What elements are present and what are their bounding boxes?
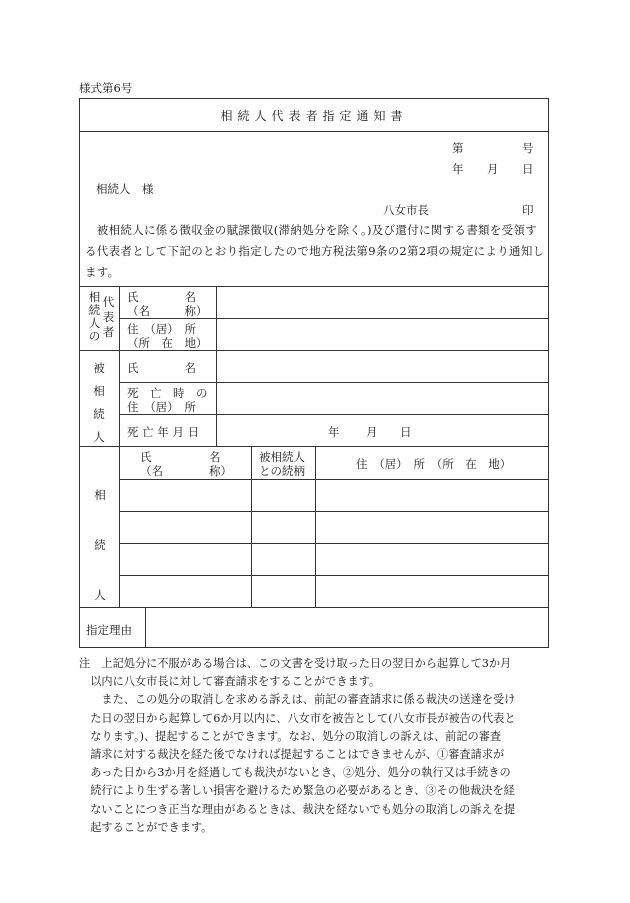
reason-label-column-line xyxy=(145,607,146,648)
body-text-line: 被相続人に係る徴収金の賦課徴収(滞納処分を除く。)及び還付に関する書類を受領す xyxy=(85,223,537,237)
death-date-day: 日 xyxy=(400,425,412,439)
deceased-address-label: 死 亡 時 の xyxy=(127,386,208,400)
heirs-relation-header: 被相続人 xyxy=(259,450,305,464)
heirs-row1-divider xyxy=(119,511,549,512)
death-date-year: 年 xyxy=(328,425,340,439)
heirs-bottom-divider xyxy=(79,607,549,608)
header-divider xyxy=(79,286,549,287)
title-divider xyxy=(79,131,549,132)
rep-group-char: 相 xyxy=(88,290,101,304)
death-date-label: 死 亡 年 月 日 xyxy=(127,425,200,439)
date-day: 日 xyxy=(522,162,534,176)
deceased-group-label xyxy=(92,357,106,449)
notes-section xyxy=(79,655,549,837)
document-title: 相続人代表者指定通知書 xyxy=(220,109,408,123)
heirs-row3-divider xyxy=(119,575,549,576)
rep-group-char: 代 xyxy=(102,295,115,309)
deceased-address-label-sub: 住 （居） 所 xyxy=(127,400,196,414)
note-line: 起することができます。 xyxy=(79,820,213,834)
group-label-column-line xyxy=(119,286,120,607)
note-line: た日の翌日から起算して6か月以内に、八女市を被告として(八女市長が被告の代表と xyxy=(79,711,516,725)
heirs-group-char: 相 xyxy=(94,488,106,502)
deceased-group-char: 続 xyxy=(93,407,105,421)
deceased-row1-divider xyxy=(119,382,549,383)
rep-group-label-col2 xyxy=(102,295,115,340)
form-number: 様式第6号 xyxy=(79,81,133,95)
deceased-group-char: 人 xyxy=(93,430,105,444)
field-label-column-line xyxy=(216,286,217,446)
note-line: 続行により生ずる著しい損害を避けるため緊急の必要があるとき、③その他裁決を経 xyxy=(79,784,515,798)
deceased-bottom-divider xyxy=(79,446,549,447)
heirs-row2-divider xyxy=(119,543,549,544)
note-line: ないことにつき正当な理由があるときは、裁決を経ないでも処分の取消しの訴えを提 xyxy=(79,802,516,816)
addressee: 相続人 様 xyxy=(96,182,154,196)
rep-address-label: 住 （居） 所 xyxy=(127,322,196,336)
rep-name-label: 氏 名 xyxy=(127,290,196,304)
heirs-header-divider xyxy=(119,479,549,480)
issuer: 八女市長 xyxy=(383,203,429,217)
death-date-month: 月 xyxy=(366,425,378,439)
heirs-name-column-line xyxy=(251,446,252,607)
deceased-name-label: 氏 名 xyxy=(127,361,196,375)
number-suffix: 号 xyxy=(522,141,534,155)
deceased-group-char: 相 xyxy=(93,384,105,398)
heirs-relation-column-line xyxy=(315,446,316,607)
heirs-name-header-sub: （名 称） xyxy=(140,464,232,478)
rep-address-label-sub: （所 在 地） xyxy=(127,336,208,350)
rep-group-char: 人 xyxy=(88,316,101,330)
note-line: 請求に対する裁決を経た後でなければ提起することはできませんが、①審査請求が xyxy=(79,748,505,762)
heirs-group-char: 続 xyxy=(94,538,106,552)
rep-group-char: の xyxy=(88,329,101,343)
body-text-line: る代表者として下記のとおり指定したので地方税法第9条の2第2項の規定により通知し xyxy=(85,244,545,258)
body-text-line: ます。 xyxy=(85,265,120,279)
rep-name-label-sub: （名 称） xyxy=(127,304,208,318)
rep-group-char: 者 xyxy=(102,325,115,339)
seal-mark: 印 xyxy=(522,203,534,217)
rep-group-char: 続 xyxy=(88,303,101,317)
note-line: あった日から3か月を経過しても裁決がないとき、②処分、処分の執行又は手続きの xyxy=(79,766,511,780)
date-year: 年 xyxy=(452,162,464,176)
heirs-relation-header-sub: との続柄 xyxy=(259,464,305,478)
note-line: また、この処分の取消しを求める訴えは、前記の審査請求に係る裁決の送達を受け xyxy=(79,693,516,707)
note-line: 注 上記処分に不服がある場合は、この文書を受け取った日の翌日から起算して3か月 xyxy=(79,657,512,670)
designation-reason-label: 指定理由 xyxy=(86,623,132,637)
heirs-address-header: 住 （居） 所 （所 在 地） xyxy=(356,457,512,471)
rep-group-label-col1 xyxy=(88,291,101,343)
rep-group-char: 表 xyxy=(102,310,115,324)
heirs-group-label xyxy=(93,470,107,620)
note-line: 以内に八女市長に対して審査請求をすることができます。 xyxy=(79,675,381,689)
date-month: 月 xyxy=(487,162,499,176)
deceased-group-char: 被 xyxy=(93,361,105,375)
number-prefix: 第 xyxy=(452,141,464,155)
heirs-name-header: 氏 名 xyxy=(140,450,221,464)
heirs-group-char: 人 xyxy=(94,588,106,602)
note-line: なります。)、提起することができます。なお、処分の取消しの訴えは、前記の審査 xyxy=(79,729,502,743)
